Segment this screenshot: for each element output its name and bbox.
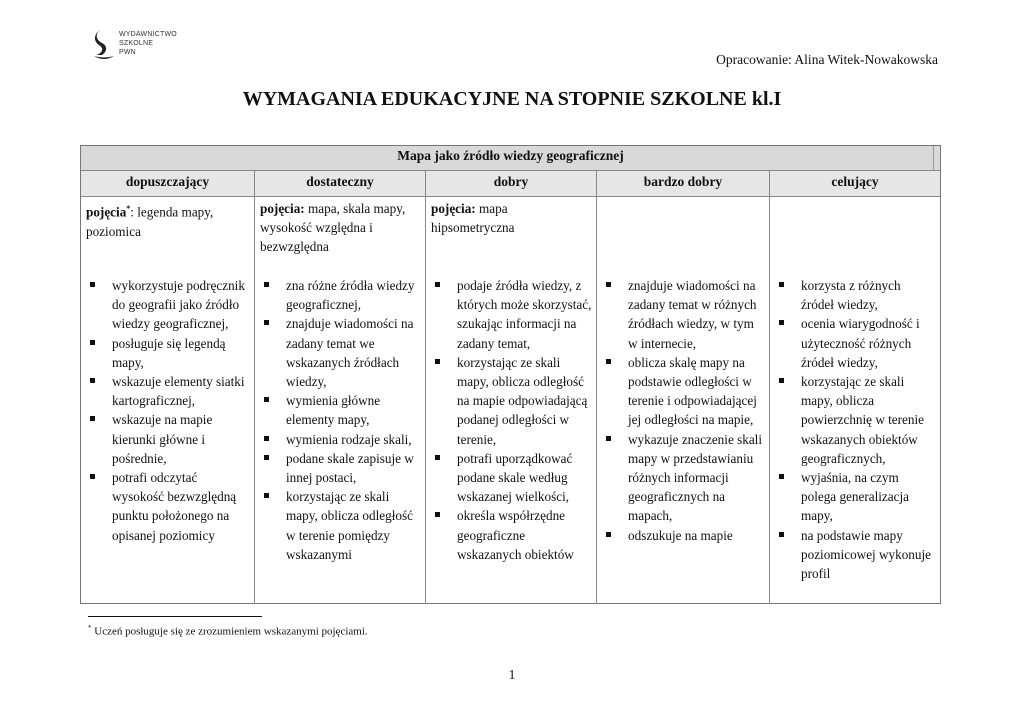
grade-header: dostateczny [306, 174, 374, 189]
publisher-line: PWN [119, 49, 136, 56]
footnote-text: Uczeń posługuje się ze zrozumieniem wskazanymi pojęciami. [91, 625, 368, 638]
grade-header-row [81, 171, 940, 197]
grade-column [81, 197, 254, 604]
grade-column [255, 197, 425, 604]
publisher-name [119, 30, 177, 57]
requirement-item: wskazuje na mapie kierunki główne i pośrednie, [86, 410, 250, 468]
grade-column [426, 197, 596, 604]
grade-header: dopuszczający [125, 174, 210, 189]
publisher-line: WYDAWNICTWO [119, 31, 177, 38]
footnote [88, 624, 368, 638]
requirement-item: wykorzystuje podręcznik do geografii jako źródło wiedzy geograficznej, [86, 276, 250, 334]
requirement-item: korzystając ze skali mapy, oblicza odległość na mapie odpowiadającą podanej odległości w terenie, [431, 353, 592, 449]
concepts-cell [260, 199, 421, 276]
footnote-mark: * [126, 204, 131, 213]
footnote-mark: * [88, 624, 92, 632]
requirement-item: oblicza skalę mapy na podstawie odległości w terenie i odpowiadającej jej odległości na mapie, [602, 353, 765, 430]
requirements-list [602, 276, 765, 545]
requirement-item: wykazuje znaczenie skali mapy w przedstawianiu różnych informacji geograficznych na mapach, [602, 430, 765, 526]
requirement-item: określa współrzędne geograficzne wskazanych obiektów [431, 506, 592, 564]
grade-column [770, 197, 940, 604]
requirement-item: ocenia wiarygodność i użyteczność różnych źródeł wiedzy, [775, 314, 936, 372]
requirement-item: znajduje wiadomości na zadany temat w różnych źródłach wiedzy, w tym w internecie, [602, 276, 765, 353]
requirements-list [86, 276, 250, 545]
page-number: 1 [508, 667, 516, 682]
concepts-text: mapa, skala mapy, wysokość względna i bezwzględna [260, 201, 406, 255]
publisher-logo [92, 28, 212, 66]
requirements-list [431, 276, 592, 564]
requirement-item: korzysta z różnych źródeł wiedzy, [775, 276, 936, 314]
requirement-item: zna różne źródła wiedzy geograficznej, [260, 276, 421, 314]
requirement-item: korzystając ze skali mapy, oblicza powierzchnię w terenie wskazanych obiektów geograficznych, [775, 372, 936, 468]
concepts-label: pojęcia: [260, 201, 305, 216]
requirement-item: wskazuje elementy siatki kartograficznej, [86, 372, 250, 410]
requirement-item: wyjaśnia, na czym polega generalizacja mapy, [775, 468, 936, 526]
concepts-cell [775, 199, 936, 276]
concepts-cell [431, 199, 592, 276]
section-header [81, 146, 940, 171]
concepts-label: pojęcia: [431, 201, 476, 216]
concepts-cell [86, 199, 250, 276]
grade-header: celujący [831, 174, 879, 189]
grade-column [597, 197, 769, 604]
requirement-item: wymienia rodzaje skali, [260, 430, 421, 449]
concepts-label: pojęcia [86, 204, 127, 220]
concepts-text: : legenda mapy, poziomica [86, 204, 214, 239]
requirement-item: odszukuje na mapie [602, 526, 765, 545]
grade-header: dobry [493, 174, 529, 189]
requirement-item: korzystając ze skali mapy, oblicza odległość w terenie pomiędzy wskazanymi [260, 487, 421, 564]
requirement-item: wymienia główne elementy mapy, [260, 391, 421, 429]
requirements-list [775, 276, 936, 583]
requirement-item: potrafi uporządkować podane skale według wskazanej wielkości, [431, 449, 592, 507]
concepts-text: mapa hipsometryczna [431, 201, 515, 236]
requirements-table [80, 145, 941, 604]
requirement-item: znajduje wiadomości na zadany temat we wskazanych źródłach wiedzy, [260, 314, 421, 391]
author-credit: Opracowanie: Alina Witek-Nowakowska [716, 52, 938, 67]
requirement-item: podaje źródła wiedzy, z których może skorzystać, szukając informacji na zadany temat, [431, 276, 592, 353]
document-title: WYMAGANIA EDUKACYJNE NA STOPNIE SZKOLNE kl.I [242, 88, 782, 110]
publisher-line: SZKOLNE [119, 40, 154, 47]
requirement-item: podane skale zapisuje w innej postaci, [260, 449, 421, 487]
requirement-item: posługuje się legendą mapy, [86, 334, 250, 372]
requirements-list [260, 276, 421, 564]
requirement-item: na podstawie mapy poziomicowej wykonuje profil [775, 526, 936, 584]
pwn-swan-logo-icon [92, 28, 116, 62]
requirement-item: potrafi odczytać wysokość bezwzględną punktu położonego na opisanej poziomicy [86, 468, 250, 545]
grade-header: bardzo dobry [643, 174, 723, 189]
section-title: Mapa jako źródło wiedzy geograficznej [397, 148, 624, 163]
concepts-cell [602, 199, 765, 276]
header-divider [933, 146, 934, 171]
footnote-separator [88, 616, 262, 617]
